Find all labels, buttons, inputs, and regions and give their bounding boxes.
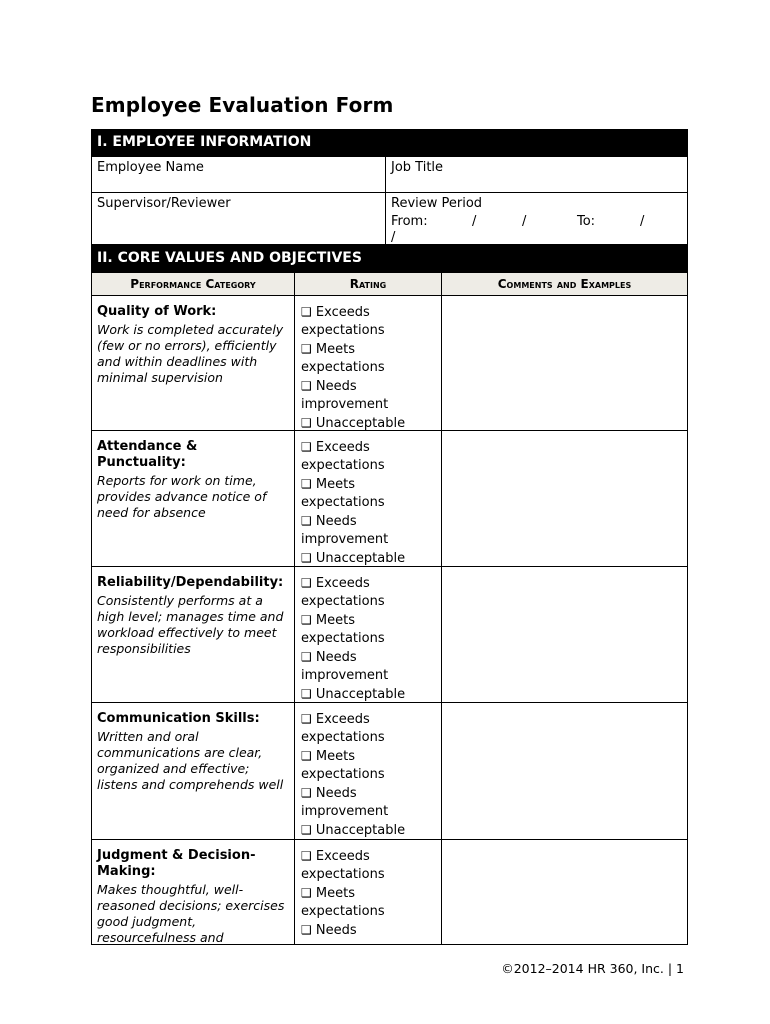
rating-option-label: Meets expectations bbox=[301, 342, 385, 375]
rating-option[interactable] bbox=[301, 438, 437, 475]
employee-name-field[interactable] bbox=[91, 156, 386, 193]
supervisor-label: Supervisor/Reviewer bbox=[97, 196, 231, 211]
to-slash-1: / bbox=[640, 214, 645, 229]
to-slash-2: / bbox=[391, 230, 396, 245]
checkbox-icon[interactable]: ❑ bbox=[301, 923, 312, 937]
category-description: Written and oral communications are clear, organized and effective; listens and comprehends well bbox=[97, 729, 284, 792]
category-description: Work is completed accurately (few or no errors), efficiently and within deadlines with minimal supervision bbox=[97, 322, 284, 385]
rating-option[interactable] bbox=[301, 847, 437, 884]
comments-cell[interactable] bbox=[441, 430, 688, 567]
from-slash-1: / bbox=[472, 214, 477, 229]
checkbox-icon[interactable]: ❑ bbox=[301, 687, 312, 701]
checkbox-icon[interactable]: ❑ bbox=[301, 886, 312, 900]
checkbox-icon[interactable]: ❑ bbox=[301, 712, 312, 726]
rating-option-label: Unacceptable bbox=[315, 823, 406, 838]
category-cell bbox=[91, 839, 295, 945]
category-title: Judgment & Decision-Making: bbox=[97, 848, 256, 879]
rating-option-label: Exceeds expectations bbox=[301, 305, 385, 338]
rating-option[interactable] bbox=[301, 648, 437, 685]
rating-option-label: Unacceptable bbox=[315, 416, 406, 431]
rating-option[interactable] bbox=[301, 475, 437, 512]
category-title: Attendance & Punctuality: bbox=[97, 439, 198, 470]
rating-option[interactable] bbox=[301, 377, 437, 414]
rating-option-label: Meets expectations bbox=[301, 477, 385, 510]
rating-cell bbox=[294, 295, 442, 431]
comments-cell[interactable] bbox=[441, 702, 688, 840]
rating-option-label: Exceeds expectations bbox=[301, 576, 385, 609]
category-description: Consistently performs at a high level; manages time and workload effectively to meet responsibilities bbox=[97, 593, 284, 656]
rating-option[interactable] bbox=[301, 921, 437, 940]
rating-cell bbox=[294, 430, 442, 567]
rating-option[interactable] bbox=[301, 340, 437, 377]
category-cell bbox=[91, 702, 295, 840]
rating-option-label: Needs improvement bbox=[301, 650, 389, 683]
checkbox-icon[interactable]: ❑ bbox=[301, 342, 312, 356]
from-slash-2: / bbox=[522, 214, 527, 229]
rating-option-label: Needs bbox=[315, 923, 357, 938]
category-description: Makes thoughtful, well-reasoned decisions; exercises good judgment, resourcefulness and bbox=[97, 882, 285, 945]
rating-option-label: Exceeds expectations bbox=[301, 712, 385, 745]
rating-option[interactable] bbox=[301, 549, 437, 567]
rating-option-label: Exceeds expectations bbox=[301, 849, 385, 882]
rating-option-label: Meets expectations bbox=[301, 613, 385, 646]
rating-option[interactable] bbox=[301, 512, 437, 549]
comments-cell[interactable] bbox=[441, 839, 688, 945]
page-title: Employee Evaluation Form bbox=[91, 93, 394, 117]
section-2-heading: II. CORE VALUES AND OBJECTIVES bbox=[91, 245, 688, 272]
category-description: Reports for work on time, provides advance notice of need for absence bbox=[97, 473, 267, 520]
rating-option-label: Meets expectations bbox=[301, 886, 385, 919]
category-title: Reliability/Dependability: bbox=[97, 575, 284, 590]
checkbox-icon[interactable]: ❑ bbox=[301, 823, 312, 837]
from-label: From: bbox=[391, 214, 428, 229]
rating-option-label: Unacceptable bbox=[315, 551, 406, 566]
rating-option[interactable] bbox=[301, 611, 437, 648]
rating-option[interactable] bbox=[301, 747, 437, 784]
rating-cell bbox=[294, 839, 442, 945]
supervisor-field[interactable] bbox=[91, 192, 386, 245]
checkbox-icon[interactable]: ❑ bbox=[301, 477, 312, 491]
checkbox-icon[interactable]: ❑ bbox=[301, 416, 312, 430]
checkbox-icon[interactable]: ❑ bbox=[301, 576, 312, 590]
rating-option[interactable] bbox=[301, 884, 437, 921]
comments-cell[interactable] bbox=[441, 566, 688, 703]
category-cell bbox=[91, 295, 295, 431]
employee-name-label: Employee Name bbox=[97, 160, 204, 175]
checkbox-icon[interactable]: ❑ bbox=[301, 749, 312, 763]
checkbox-icon[interactable]: ❑ bbox=[301, 786, 312, 800]
rating-option-label: Needs improvement bbox=[301, 379, 389, 412]
checkbox-icon[interactable]: ❑ bbox=[301, 650, 312, 664]
job-title-label: Job Title bbox=[391, 160, 444, 175]
checkbox-icon[interactable]: ❑ bbox=[301, 849, 312, 863]
category-title: Quality of Work: bbox=[97, 304, 217, 319]
checkbox-icon[interactable]: ❑ bbox=[301, 379, 312, 393]
col-header-rating: Rating bbox=[294, 272, 442, 296]
rating-cell bbox=[294, 702, 442, 840]
rating-option[interactable] bbox=[301, 710, 437, 747]
review-period-label: Review Period bbox=[391, 196, 483, 211]
category-title: Communication Skills: bbox=[97, 711, 260, 726]
rating-option-label: Exceeds expectations bbox=[301, 440, 385, 473]
checkbox-icon[interactable]: ❑ bbox=[301, 440, 312, 454]
col-header-comments: Comments and Examples bbox=[441, 272, 688, 296]
checkbox-icon[interactable]: ❑ bbox=[301, 514, 312, 528]
rating-option[interactable] bbox=[301, 685, 437, 703]
checkbox-icon[interactable]: ❑ bbox=[301, 305, 312, 319]
rating-option[interactable] bbox=[301, 574, 437, 611]
rating-option[interactable] bbox=[301, 821, 437, 840]
checkbox-icon[interactable]: ❑ bbox=[301, 613, 312, 627]
footer-copyright: ©2012–2014 HR 360, Inc. | 1 bbox=[501, 961, 684, 976]
section-1-heading: I. EMPLOYEE INFORMATION bbox=[91, 129, 688, 156]
rating-option-label: Unacceptable bbox=[315, 687, 406, 702]
comments-cell[interactable] bbox=[441, 295, 688, 431]
rating-option-label: Needs improvement bbox=[301, 514, 389, 547]
rating-cell bbox=[294, 566, 442, 703]
col-header-category: Performance Category bbox=[91, 272, 295, 296]
review-period-field[interactable] bbox=[385, 192, 688, 245]
rating-option-label: Meets expectations bbox=[301, 749, 385, 782]
job-title-field[interactable] bbox=[385, 156, 688, 193]
to-label: To: bbox=[577, 214, 596, 229]
checkbox-icon[interactable]: ❑ bbox=[301, 551, 312, 565]
category-cell bbox=[91, 430, 295, 567]
category-cell bbox=[91, 566, 295, 703]
rating-option[interactable] bbox=[301, 414, 437, 431]
rating-option-label: Needs improvement bbox=[301, 786, 389, 819]
rating-option[interactable] bbox=[301, 784, 437, 821]
rating-option[interactable] bbox=[301, 303, 437, 340]
